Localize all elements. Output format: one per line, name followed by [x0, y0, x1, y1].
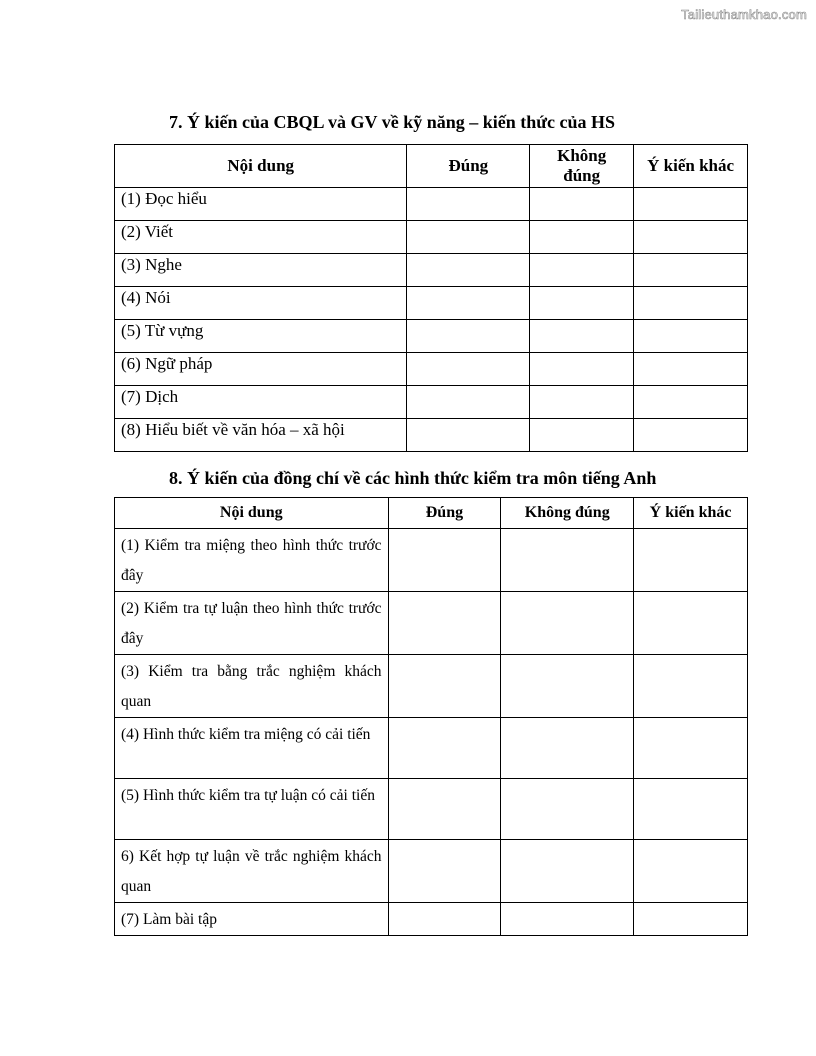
- row-label: 6) Kết hợp tự luận về trắc nghiệm khách quan: [115, 840, 389, 903]
- correct-cell[interactable]: [407, 254, 530, 287]
- other-cell[interactable]: [634, 419, 748, 452]
- row-label: (8) Hiểu biết về văn hóa – xã hội: [115, 419, 407, 452]
- correct-cell[interactable]: [388, 655, 501, 718]
- header-content: Nội dung: [115, 498, 389, 529]
- other-cell[interactable]: [634, 592, 748, 655]
- correct-cell[interactable]: [388, 840, 501, 903]
- table-row: [115, 840, 748, 903]
- row-label: (1) Kiểm tra miệng theo hình thức trước đây: [115, 529, 389, 592]
- other-cell[interactable]: [634, 353, 748, 386]
- other-cell[interactable]: [634, 655, 748, 718]
- table-row: [115, 779, 748, 840]
- row-label: (2) Viết: [115, 221, 407, 254]
- incorrect-cell[interactable]: [501, 779, 634, 840]
- correct-cell[interactable]: [407, 386, 530, 419]
- table-row: [115, 592, 748, 655]
- header-correct: Đúng: [407, 145, 530, 188]
- incorrect-cell[interactable]: [530, 254, 634, 287]
- table-row: [115, 353, 748, 386]
- row-label: (3) Nghe: [115, 254, 407, 287]
- header-other-opinion: Ý kiến khác: [634, 145, 748, 188]
- other-cell[interactable]: [634, 386, 748, 419]
- correct-cell[interactable]: [407, 287, 530, 320]
- test-format-table: [114, 497, 748, 936]
- correct-cell[interactable]: [388, 718, 501, 779]
- header-other-opinion: Ý kiến khác: [634, 498, 748, 529]
- row-label: (7) Làm bài tập: [115, 903, 389, 936]
- table-header-row: [115, 498, 748, 529]
- header-incorrect: Không đúng: [530, 145, 634, 188]
- correct-cell[interactable]: [407, 419, 530, 452]
- row-label: (7) Dịch: [115, 386, 407, 419]
- table-row: [115, 221, 748, 254]
- correct-cell[interactable]: [407, 353, 530, 386]
- header-correct: Đúng: [388, 498, 501, 529]
- skills-knowledge-table: [114, 144, 748, 452]
- row-label: (4) Nói: [115, 287, 407, 320]
- incorrect-cell[interactable]: [530, 287, 634, 320]
- incorrect-cell[interactable]: [530, 419, 634, 452]
- incorrect-cell[interactable]: [501, 840, 634, 903]
- row-label: (6) Ngữ pháp: [115, 353, 407, 386]
- incorrect-cell[interactable]: [501, 592, 634, 655]
- incorrect-cell[interactable]: [530, 221, 634, 254]
- table-row: [115, 287, 748, 320]
- table-header-row: [115, 145, 748, 188]
- section-8-title: 8. Ý kiến của đồng chí về các hình thức kiểm tra môn tiếng Anh: [169, 468, 657, 488]
- header-incorrect: Không đúng: [501, 498, 634, 529]
- table-row: [115, 655, 748, 718]
- header-content: Nội dung: [115, 145, 407, 188]
- table-row: [115, 903, 748, 936]
- other-cell[interactable]: [634, 287, 748, 320]
- table-row: [115, 386, 748, 419]
- table-row: [115, 718, 748, 779]
- correct-cell[interactable]: [407, 320, 530, 353]
- correct-cell[interactable]: [407, 188, 530, 221]
- row-label: (2) Kiểm tra tự luận theo hình thức trước đây: [115, 592, 389, 655]
- row-label: (4) Hình thức kiểm tra miệng có cải tiến: [115, 718, 389, 779]
- row-label: (5) Từ vựng: [115, 320, 407, 353]
- other-cell[interactable]: [634, 221, 748, 254]
- incorrect-cell[interactable]: [501, 718, 634, 779]
- other-cell[interactable]: [634, 840, 748, 903]
- correct-cell[interactable]: [407, 221, 530, 254]
- row-label: (3) Kiểm tra bằng trắc nghiệm khách quan: [115, 655, 389, 718]
- incorrect-cell[interactable]: [530, 386, 634, 419]
- other-cell[interactable]: [634, 188, 748, 221]
- watermark: Tailieuthamkhao.com: [681, 7, 807, 22]
- incorrect-cell[interactable]: [501, 529, 634, 592]
- correct-cell[interactable]: [388, 529, 501, 592]
- table-row: [115, 188, 748, 221]
- incorrect-cell[interactable]: [530, 320, 634, 353]
- row-label: (1) Đọc hiểu: [115, 188, 407, 221]
- incorrect-cell[interactable]: [501, 655, 634, 718]
- table-row: [115, 419, 748, 452]
- incorrect-cell[interactable]: [530, 188, 634, 221]
- incorrect-cell[interactable]: [530, 353, 634, 386]
- section-7-title: 7. Ý kiến của CBQL và GV về kỹ năng – kiến thức của HS: [169, 112, 616, 132]
- other-cell[interactable]: [634, 903, 748, 936]
- correct-cell[interactable]: [388, 592, 501, 655]
- other-cell[interactable]: [634, 320, 748, 353]
- correct-cell[interactable]: [388, 903, 501, 936]
- other-cell[interactable]: [634, 529, 748, 592]
- table-row: [115, 320, 748, 353]
- incorrect-cell[interactable]: [501, 903, 634, 936]
- table-row: [115, 529, 748, 592]
- table-row: [115, 254, 748, 287]
- row-label: (5) Hình thức kiểm tra tự luận có cải tiến: [115, 779, 389, 840]
- correct-cell[interactable]: [388, 779, 501, 840]
- other-cell[interactable]: [634, 779, 748, 840]
- other-cell[interactable]: [634, 254, 748, 287]
- other-cell[interactable]: [634, 718, 748, 779]
